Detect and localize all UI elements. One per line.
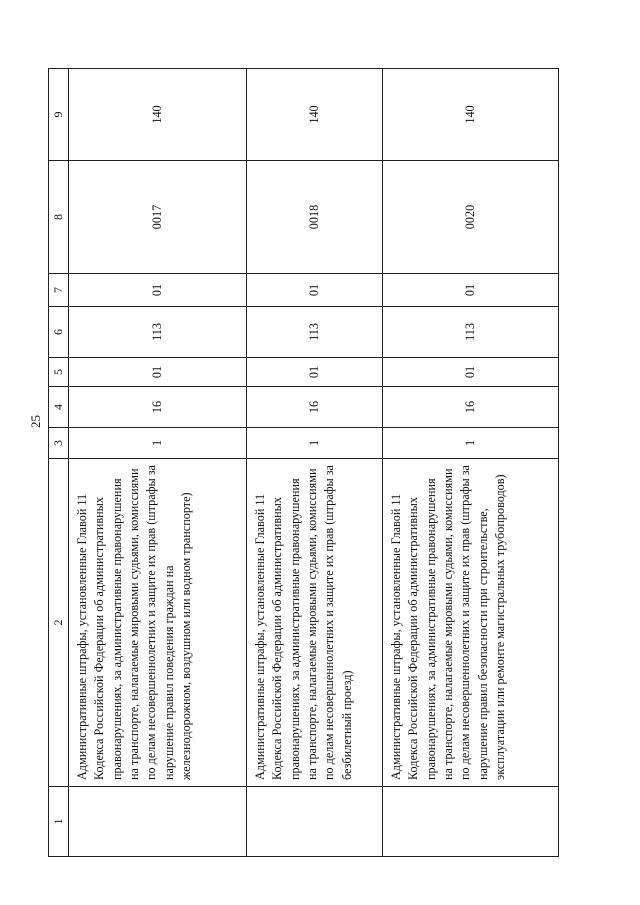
table-row bbox=[69, 69, 247, 857]
code-cell-7: 01 bbox=[247, 274, 383, 307]
code-cell-4: 16 bbox=[383, 387, 559, 428]
code-cell-5: 01 bbox=[69, 358, 247, 387]
page-number: 25 bbox=[28, 415, 43, 428]
rotated-table-sheet bbox=[48, 69, 558, 857]
col-header-7: 7 bbox=[49, 274, 69, 307]
description-cell: Административные штрафы, установленные Главой 11 Кодекса Российской Федерации об административных правонарушениях, за административные правонарушения на транспорте, налагаемые мировыми судьями, комиссиями по делам несовершеннолетних и защите их прав (штрафы за нарушение правил безопасности при строительстве, эксплуатации или ремонте магистральных трубопроводов) bbox=[383, 459, 559, 787]
code-cell-6: 113 bbox=[69, 307, 247, 358]
row-number-cell bbox=[383, 787, 559, 857]
code-cell-7: 01 bbox=[69, 274, 247, 307]
code-cell-9: 140 bbox=[69, 69, 247, 161]
code-cell-5: 01 bbox=[247, 358, 383, 387]
col-header-9: 9 bbox=[49, 69, 69, 161]
code-cell-8: 0020 bbox=[383, 161, 559, 274]
row-number-cell bbox=[69, 787, 247, 857]
col-header-8: 8 bbox=[49, 161, 69, 274]
table-row bbox=[383, 69, 559, 857]
col-header-3: 3 bbox=[49, 428, 69, 459]
code-cell-8: 0017 bbox=[69, 161, 247, 274]
row-number-cell bbox=[247, 787, 383, 857]
description-cell: Административные штрафы, установленные Главой 11 Кодекса Российской Федерации об административных правонарушениях, за административные правонарушения на транспорте, налагаемые мировыми судьями, комиссиями по делам несовершеннолетних и защите их прав (штрафы за безбилетный проезд) bbox=[247, 459, 383, 787]
col-header-6: 6 bbox=[49, 307, 69, 358]
code-cell-3: 1 bbox=[383, 428, 559, 459]
col-header-2: 2 bbox=[49, 459, 69, 787]
col-header-4: 4 bbox=[49, 387, 69, 428]
col-header-1: 1 bbox=[49, 787, 69, 857]
code-cell-8: 0018 bbox=[247, 161, 383, 274]
code-cell-7: 01 bbox=[383, 274, 559, 307]
table-row bbox=[247, 69, 383, 857]
code-cell-3: 1 bbox=[247, 428, 383, 459]
description-cell: Административные штрафы, установленные Главой 11 Кодекса Российской Федерации об административных правонарушениях, за административные правонарушения на транспорте, налагаемые мировыми судьями, комиссиями по делам несовершеннолетних и защите их прав (штрафы за нарушение правил поведения граждан на железнодорожном, воздушном или водном транспорте) bbox=[69, 459, 247, 787]
code-cell-6: 113 bbox=[247, 307, 383, 358]
header-row bbox=[49, 69, 69, 857]
code-cell-6: 113 bbox=[383, 307, 559, 358]
code-cell-4: 16 bbox=[247, 387, 383, 428]
code-cell-5: 01 bbox=[383, 358, 559, 387]
code-cell-9: 140 bbox=[383, 69, 559, 161]
col-header-5: 5 bbox=[49, 358, 69, 387]
code-cell-4: 16 bbox=[69, 387, 247, 428]
budget-codes-table bbox=[48, 68, 559, 857]
code-cell-9: 140 bbox=[247, 69, 383, 161]
code-cell-3: 1 bbox=[69, 428, 247, 459]
